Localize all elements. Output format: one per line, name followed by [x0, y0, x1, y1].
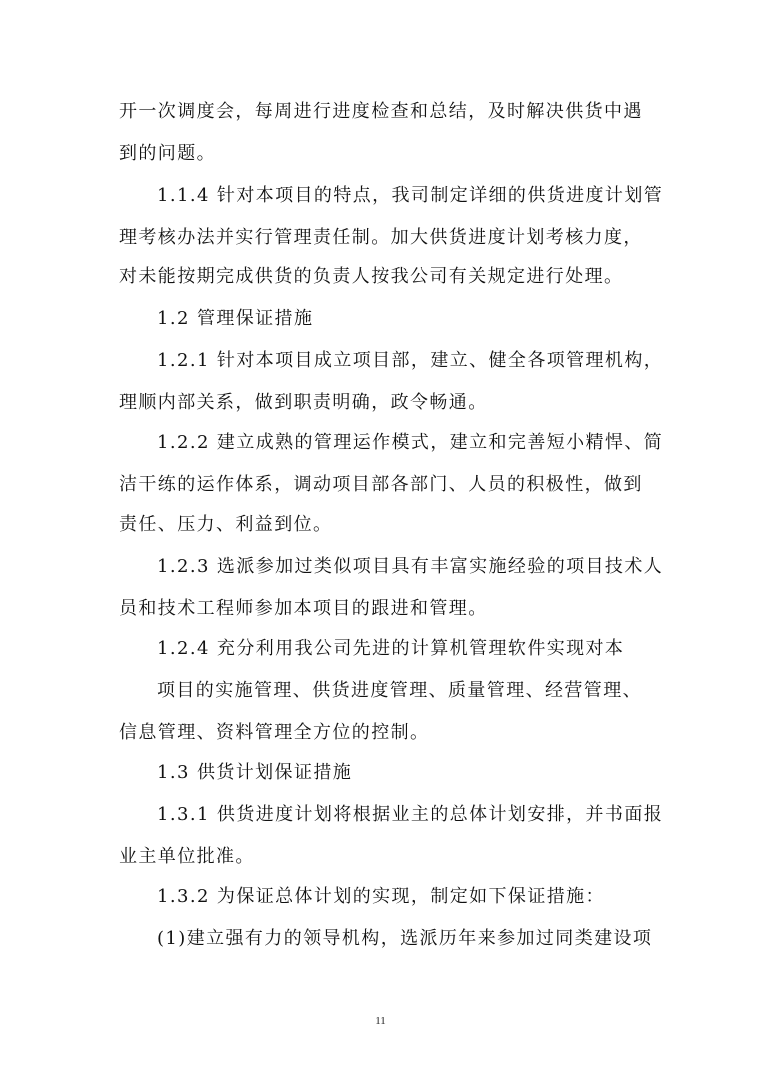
- text-line: 1.3.1 供货进度计划将根据业主的总体计划安排，并书面报: [157, 804, 664, 825]
- text-line: 信息管理、资料管理全方位的控制。: [119, 722, 430, 743]
- page-number: 11: [375, 1015, 386, 1027]
- text-line: 理考核办法并实行管理责任制。加大供货进度计划考核力度，: [119, 227, 643, 248]
- text-line: 开一次调度会，每周进行进度检查和总结，及时解决供货中遇: [119, 101, 643, 122]
- text-line: 项目的实施管理、供货进度管理、质量管理、经营管理、: [157, 680, 642, 701]
- section-heading: 1.3 供货计划保证措施: [157, 762, 353, 783]
- text-line: 1.2.2 建立成熟的管理运作模式，建立和完善短小精悍、简: [157, 432, 664, 453]
- text-line: 洁干练的运作体系，调动项目部各部门、人员的积极性，做到: [119, 474, 643, 495]
- text-line: 1.2.4 充分利用我公司先进的计算机管理软件实现对本: [157, 638, 625, 659]
- section-heading: 1.2 管理保证措施: [157, 308, 314, 329]
- text-line: 员和技术工程师参加本项目的跟进和管理。: [119, 598, 488, 619]
- text-line: 1.3.2 为保证总体计划的实现，制定如下保证措施：: [157, 886, 605, 907]
- text-line: 理顺内部关系，做到职责明确，政令畅通。: [119, 392, 488, 413]
- text-line: 对未能按期完成供货的负责人按我公司有关规定进行处理。: [119, 266, 624, 287]
- text-line: (1)建立强有力的领导机构，选派历年来参加过同类建设项: [157, 928, 653, 949]
- text-line: 1.2.1 针对本项目成立项目部，建立、健全各项管理机构，: [157, 350, 664, 371]
- text-line: 到的问题。: [119, 143, 216, 164]
- text-line: 1.1.4 针对本项目的特点，我司制定详细的供货进度计划管: [157, 185, 664, 206]
- text-line: 1.2.3 选派参加过类似项目具有丰富实施经验的项目技术人: [157, 556, 664, 577]
- text-line: 业主单位批准。: [119, 846, 255, 867]
- text-line: 责任、压力、利益到位。: [119, 514, 333, 535]
